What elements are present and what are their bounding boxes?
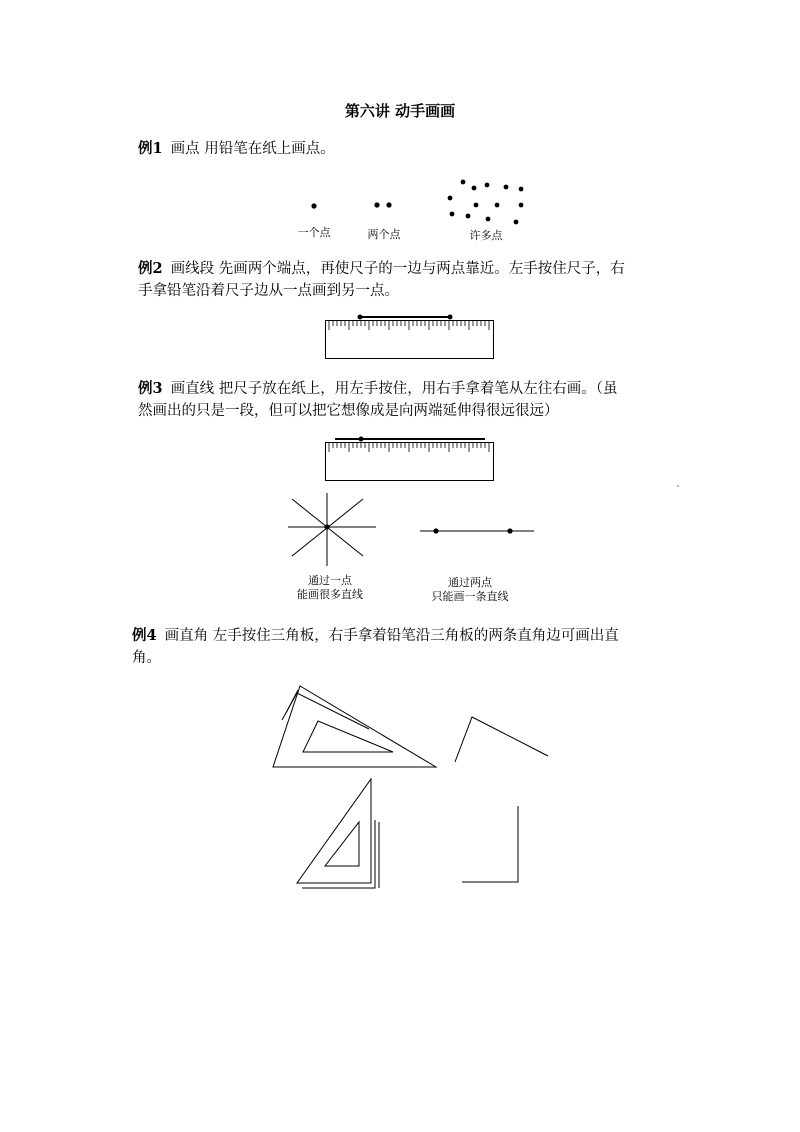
caption-one-point: 一个点 xyxy=(297,226,331,239)
example-4-label: 例4 xyxy=(132,627,157,644)
set-square-bottom-hole xyxy=(325,822,359,866)
example-4-line1: 画直角 左手按住三角板，右手拿着铅笔沿三角板的两条直角边可画出直 xyxy=(164,628,619,644)
example-2-label: 例2 xyxy=(138,260,163,277)
example-3-label: 例3 xyxy=(138,380,163,397)
example-1-label: 例1 xyxy=(138,140,163,157)
example-3-line2: 然画出的只是一段，但可以把它想像成是向两端延伸得很远很远） xyxy=(138,403,559,419)
right-angle-top xyxy=(455,717,548,762)
set-square-top-hole xyxy=(303,721,393,752)
scan-speck xyxy=(677,485,679,487)
set-square-bottom xyxy=(297,779,371,883)
set-square-top xyxy=(273,686,436,767)
page-title: 第六讲 动手画画 xyxy=(344,102,456,120)
example-1-body: 画点 用铅笔在纸上画点。 xyxy=(170,141,335,157)
caption-left-line1: 通过一点 xyxy=(308,574,352,587)
example-2-line1: 画线段 先画两个端点，再使尺子的一边与两点靠近。左手按住尺子，右 xyxy=(170,261,625,277)
caption-many-points: 许多点 xyxy=(469,229,503,242)
example-3-line1: 画直线 把尺子放在纸上，用左手按住，用右手拿着笔从左往右画。（虽 xyxy=(170,381,618,397)
right-angle-bottom xyxy=(462,806,518,882)
example-2-line2: 手拿铅笔沿着尺子边从一点画到另一点。 xyxy=(138,283,399,299)
example-4-line2: 角。 xyxy=(132,650,161,666)
caption-left-line2: 能画很多直线 xyxy=(297,588,363,601)
caption-right-line1: 通过两点 xyxy=(448,576,492,589)
caption-two-points: 两个点 xyxy=(367,228,401,241)
caption-right-line2: 只能画一条直线 xyxy=(431,590,509,603)
pencil-edge-bottom xyxy=(302,820,375,888)
